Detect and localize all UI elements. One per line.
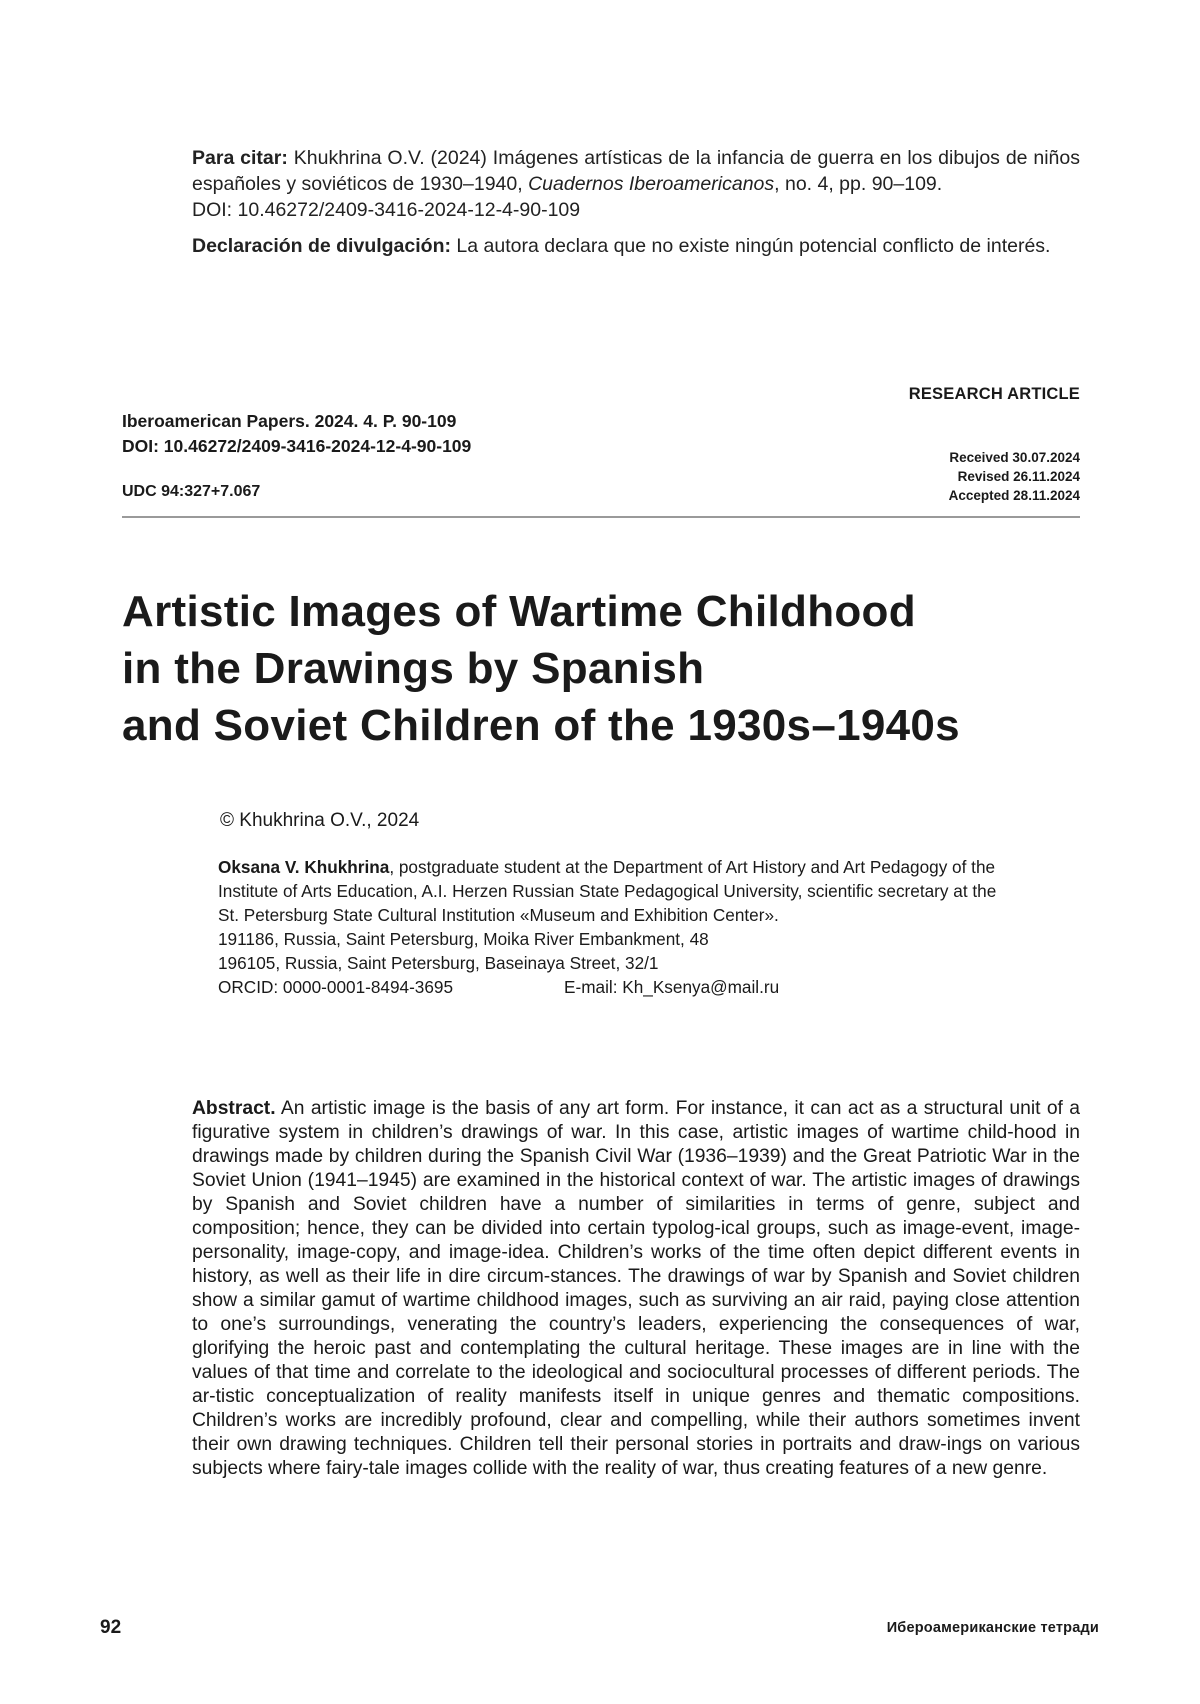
disclosure-label: Declaración de divulgación:: [192, 235, 451, 257]
author-bio-line: [218, 855, 1082, 879]
disclosure-text: La autora declara que no existe ningún potencial conflicto de interés.: [450, 235, 1051, 257]
revised-date: Revised 26.11.2024: [957, 469, 1080, 484]
disclosure-statement: [192, 233, 1080, 259]
author-address: 191186, Russia, Saint Petersburg, Moika River Embankment, 48: [218, 929, 709, 949]
author-contacts: [218, 975, 1082, 999]
title-line: in the Drawings by Spanish: [122, 644, 705, 693]
doi-line: DOI: 10.46272/2409-3416-2024-12-4-90-109: [122, 436, 472, 456]
author-email: E-mail: Kh_Ksenya@mail.ru: [564, 977, 780, 997]
abstract-text: An artistic image is the basis of any art form. For instance, it can act as a structural unit of a figurative system in children’s drawings of war. In this case, artistic images of wartime child-hood in drawings made by children during the Spanish Civil War (1936–1939) and the Great Patriotic War in the Soviet Union (1941–1945) are examined in the historical context of war. The artistic images of drawings by Spanish and Soviet children have a number of similarities in terms of genre, subject and composition; hence, they can be divided into certain typolog-ical groups, such as image-event, image-personality, image-copy, and image-idea. Children’s works of the time often depict different events in history, as well as their life in dire circum-stances. The drawings of war by Spanish and Soviet children show a similar gamut of wartime childhood images, such as surviving an air raid, paying close attention to one’s surroundings, venerating the country’s leaders, experiencing the consequences of war, glorifying the heroic past and contemplating the cultural heritage. These images are in line with the values of that time and correlate to the ideological and sociocultural processes of different periods. The ar-tistic conceptualization of reality manifests itself in unique genres and thematic compositions. Children’s works are incredibly profound, clear and compelling, while their authors sometimes invent their own drawing techniques. Children tell their personal stories in portraits and draw-ings on various subjects where fairy-tale images collide with the reality of war, thus creating features of a new genre.: [192, 1098, 1080, 1479]
page-number: 92: [100, 1617, 122, 1638]
journal-line: Iberoamerican Papers. 2024. 4. P. 90-109: [122, 411, 457, 431]
citation-doi: DOI: 10.46272/2409-3416-2024-12-4-90-109: [192, 199, 581, 221]
article-dates: [949, 448, 1080, 505]
citation-label: Para citar:: [192, 147, 288, 169]
header-divider: [122, 516, 1080, 518]
citation-journal: Cuadernos Iberoamericanos: [528, 173, 775, 195]
citation-text: Khukhrina O.V. (2024) Imágenes artísticas de la infancia de guerra en los dibujos de niños españoles y soviéticos de 1930–1940,: [192, 147, 1081, 195]
author-bio-text: , postgraduate student at the Department of Art History and Art Pedagogy of the: [389, 857, 996, 877]
author-address: 196105, Russia, Saint Petersburg, Baseinaya Street, 32/1: [218, 953, 659, 973]
copyright-notice: © Khukhrina O.V., 2024: [220, 810, 420, 831]
author-bio-line: Institute of Arts Education, A.I. Herzen Russian State Pedagogical University, scientific secretary at the: [218, 881, 997, 901]
udc-code: UDC 94:327+7.067: [122, 483, 261, 500]
title-line: and Soviet Children of the 1930s–1940s: [122, 701, 960, 750]
accepted-date: Accepted 28.11.2024: [948, 488, 1080, 503]
author-name: Oksana V. Khukhrina: [218, 857, 390, 877]
author-orcid: ORCID: 0000-0001-8494-3695: [218, 977, 454, 997]
citation-pages: , no. 4, pp. 90–109.: [774, 173, 943, 195]
author-bio-line: St. Petersburg State Cultural Institution «Museum and Exhibition Center».: [218, 905, 779, 925]
title-line: Artistic Images of Wartime Childhood: [122, 587, 916, 636]
article-title: [122, 583, 1082, 754]
footer-journal-name: Ибероамериканские тетради: [886, 1620, 1099, 1636]
author-info: [218, 855, 1082, 999]
received-date: Received 30.07.2024: [949, 450, 1080, 465]
abstract: [192, 1097, 1080, 1481]
abstract-label: Abstract.: [192, 1098, 276, 1119]
article-type-label: RESEARCH ARTICLE: [908, 385, 1080, 403]
citation-block: [192, 145, 1080, 223]
journal-reference: [122, 409, 471, 459]
